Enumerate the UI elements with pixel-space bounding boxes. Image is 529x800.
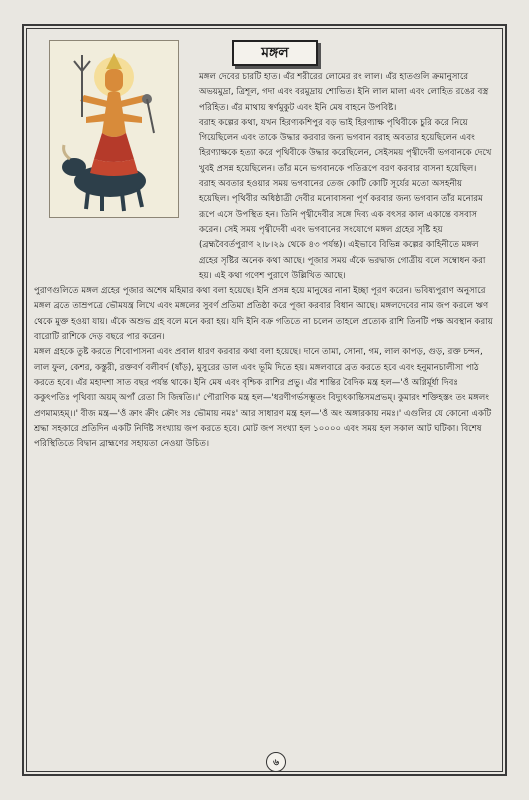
paragraph-worship: পুরাণগুলিতে মঙ্গল গ্রহের পূজার অশেষ মহিমার কথা বলা হয়েছে। ইনি প্রসন্ন হয়ে মানুষের নানা ইচ্ছা পূরণ করেন। ভবিষ্যপুরাণ অনুসারে মঙ্গল ব্রতে তাম্রপত্রে ভৌমযন্ত্র লিখে এবং মঙ্গলের সুবর্ণ প্রতিমা প্রতিষ্ঠা করে পূজা করবার বিধান আছে। মঙ্গলদেবের নাম জপ করলে ঋণ থেকে মুক্ত হওয়া যায়। এঁকে অশুভ গ্রহ বলে মনে করা হয়। যদি ইনি বক্র গতিতে না চলেন তাহলে প্রত্যেক রাশি তিনটি পক্ষ অবস্থান করায় বারোটি রাশিকে দেড় বছরে পার করেন।	[34, 286, 493, 343]
page-title: মঙ্গল	[232, 40, 318, 66]
paragraph-origin-story: বরাহ কল্পের কথা, যখন হিরণ্যকশিপুর বড় ভাই হিরণ্যাক্ষ পৃথিবীকে চুরি করে নিয়ে গিয়েছিলেন এবং তাকে উদ্ধার করবার জন্য ভগবান বরাহ অবতার হয়েছিলেন এবং হিরণ্যাক্ষকে হত্যা করে পৃথিবীকে উদ্ধার করেছিলেন, সেইসময় পৃথ্বীদেবী ভগবানকে দেখে খুবই প্রসন্ন হয়েছিলেন। তাঁর মনে ভগবানকে পতিরূপে বরণ করবার বাসনা হয়েছিল। বরাহ অবতার হওয়ার সময় ভগবানের তেজ কোটি কোটি সূর্যের মতো অসহনীয় হয়েছিল। পৃথিবীর অধিষ্ঠাত্রী দেবীর মনোবাসনা পূর্ণ করবার জন্য ভগবান তাঁর মনোরম রূপে এসে উপস্থিত হন। তিনি পৃথ্বীদেবীর সঙ্গে দিব্য এক বৎসর কাল একান্তে বসবাস করেন। সেই সময় পৃথ্বীদেবী এবং ভগবানের সংযোগে মঙ্গল গ্রহের সৃষ্টি হয় (ব্রহ্মবৈবর্তপুরাণ ২।৮।২৯ থেকে ৪৩ পর্যন্ত)। এইভাবে বিভিন্ন কল্পের কাহিনীতে মঙ্গল গ্রহের সৃষ্টির অনেক কথা আছে। পূজার সময় এঁকে ভরদ্বাজ গোত্রীয় বলে সম্বোধন করা হয়। এই কথা গণেশ পুরাণে উল্লিখিত আছে।	[199, 117, 492, 281]
article-body	[34, 70, 494, 452]
page-number: ৬	[266, 752, 286, 772]
paragraph-description: মঙ্গল দেবের চারটি হাত। এঁর শরীরের লোমের রং লাল। এঁর হাতগুলি ক্রমানুসারে অভয়মুদ্রা, ত্রিশূল, গদা এবং বরমুদ্রায় শোভিত। ইনি লাল মালা এবং লোহিত রঙের বস্ত্র পরিহিত। এঁর মাথায় স্বর্ণমুকুট এবং ইনি মেষ বাহনে উপবিষ্ট।	[199, 72, 489, 113]
paragraph-remedies-mantra: মঙ্গল গ্রহকে তুষ্ট করতে শিবোপাসনা এবং প্রবাল ধারণ করবার কথা বলা হয়েছে। দানে তামা, সোনা, গম, লাল কাপড়, গুড়, রক্ত চন্দন, লাল ফুল, কেশর, কস্তুরী, রক্তবর্ণ বলীবর্দ (ষাঁড়), মুসুরের ডাল এবং ভূমি দিতে হয়। মঙ্গলবারে ব্রত করতে হবে এবং হনুমানচালীসা পাঠ করতে হবে। এঁর মহাদশা সাত বছর পর্যন্ত থাকে। ইনি মেষ এবং বৃশ্চিক রাশির প্রভু। এঁর শান্তির বৈদিক মন্ত্র হল—'ওঁ অগ্নির্মূর্ধা দিবঃ ককুৎপতিঃ পৃথিব্যা অয়ম্ অপাঁ রেতা সি জিন্বতি।।' পৌরাণিক মন্ত্র হল—'ধরণীগর্ভসম্ভূতং বিদ্যুৎকান্তিসমপ্রভম্। কুমারং শক্তিহস্তং তং মঙ্গলং প্রণমাম্যহম্।।' বীজ মন্ত্র—'ওঁ ক্রাং ক্রীং ক্রৌং সঃ ভৌমায় নমঃ' আর সাধারণ মন্ত্র হল—'ওঁ অং অঙ্গারকায় নমঃ।' এগুলির যে কোনো একটি শ্রদ্ধা সহকারে প্রতিদিন একটি নির্দিষ্ট সংখ্যায় জপ করতে হবে। মোট জপ সংখ্যা হল ১০০০০ এবং সময় হল সকাল আট ঘটিকা। বিশেষ পরিস্থিতিতে বিদ্বান ব্রাহ্মণের সহায়তা নেওয়া উচিত।	[34, 347, 492, 450]
